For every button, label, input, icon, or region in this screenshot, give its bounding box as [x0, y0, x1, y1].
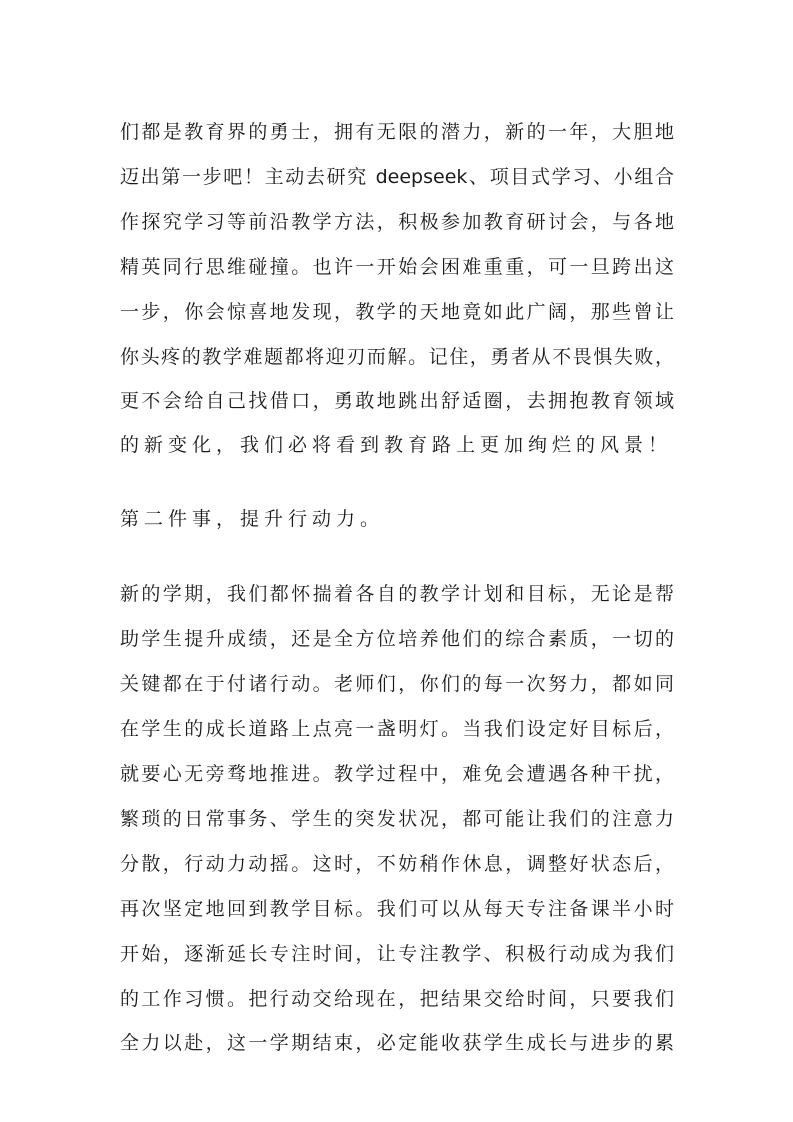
text-line: 开始，逐渐延长专注时间，让专注教学、积极行动成为我们	[120, 943, 674, 965]
text-line: 迈出第一步吧！主动去研究 deepseek、项目式学习、小组合	[120, 166, 674, 188]
text-line: 分散，行动力动摇。这时，不妨稍作休息，调整好状态后，	[120, 853, 674, 875]
text-line: 再次坚定地回到教学目标。我们可以从每天专注备课半小时	[120, 898, 674, 920]
text-line: 一步，你会惊喜地发现，教学的天地竟如此广阔，那些曾让	[120, 301, 674, 323]
text-line: 你头疼的教学难题都将迎刃而解。记住，勇者从不畏惧失败，	[120, 346, 674, 368]
text-line: 新的学期，我们都怀揣着各自的教学计划和目标，无论是帮	[120, 583, 674, 605]
text-line: 精英同行思维碰撞。也许一开始会困难重重，可一旦跨出这	[120, 256, 674, 278]
section-heading: 第二件事，提升行动力。	[120, 508, 385, 530]
text-line: 关键都在于付诸行动。老师们，你们的每一次努力，都如同	[120, 673, 674, 695]
text-line: 更不会给自己找借口，勇敢地跳出舒适圈，去拥抱教育领域	[120, 390, 674, 412]
text-line: 在学生的成长道路上点亮一盏明灯。当我们设定好目标后，	[120, 718, 674, 740]
text-line: 的工作习惯。把行动交给现在，把结果交给时间，只要我们	[120, 988, 674, 1010]
text-line: 全力以赴，这一学期结束，必定能收获学生成长与进步的累	[120, 1032, 674, 1054]
text-line: 们都是教育界的勇士，拥有无限的潜力，新的一年，大胆地	[120, 121, 674, 143]
text-line: 繁琐的日常事务、学生的突发状况，都可能让我们的注意力	[120, 808, 674, 830]
text-line: 的新变化，我们必将看到教育路上更加绚烂的风景！	[120, 434, 673, 456]
text-line: 作探究学习等前沿教学方法，积极参加教育研讨会，与各地	[120, 211, 674, 233]
text-line: 就要心无旁骛地推进。教学过程中，难免会遭遇各种干扰，	[120, 763, 674, 785]
text-line: 助学生提升成绩，还是全方位培养他们的综合素质，一切的	[120, 628, 674, 650]
